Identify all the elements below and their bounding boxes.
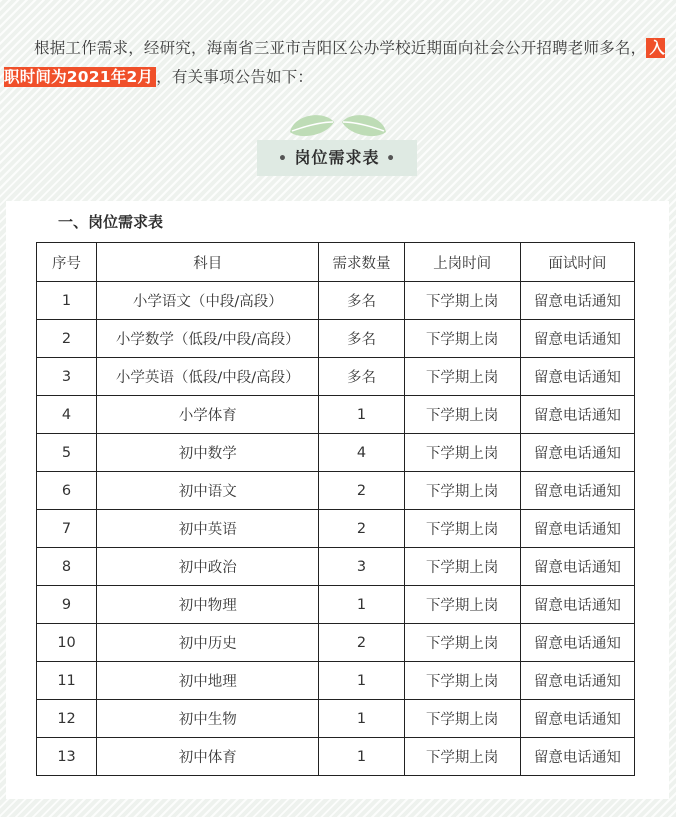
banner-title: 岗位需求表 [294,148,380,167]
header-start: 上岗时间 [404,243,520,282]
cell-interview: 留意电话通知 [520,586,634,624]
header-subject: 科目 [97,243,319,282]
table-row [37,624,635,662]
cell-interview: 留意电话通知 [520,282,634,320]
table-row [37,700,635,738]
cell-no: 13 [37,738,97,776]
cell-interview: 留意电话通知 [520,472,634,510]
cell-subject: 小学数学（低段/中段/高段） [97,320,319,358]
cell-subject: 初中英语 [97,510,319,548]
cell-subject: 初中地理 [97,662,319,700]
cell-interview: 留意电话通知 [520,320,634,358]
table-row [37,472,635,510]
cell-subject: 小学英语（低段/中段/高段） [97,358,319,396]
cell-start: 下学期上岗 [404,472,520,510]
banner-dot-right: • [386,151,397,167]
cell-start: 下学期上岗 [404,548,520,586]
cell-start: 下学期上岗 [404,662,520,700]
cell-start: 下学期上岗 [404,586,520,624]
cell-start: 下学期上岗 [404,738,520,776]
cell-start: 下学期上岗 [404,700,520,738]
cell-quantity: 1 [319,662,404,700]
cell-no: 3 [37,358,97,396]
cell-quantity: 多名 [319,320,404,358]
cell-interview: 留意电话通知 [520,510,634,548]
section-heading: 一、岗位需求表 [58,213,164,231]
cell-subject: 初中生物 [97,700,319,738]
cell-quantity: 1 [319,738,404,776]
cell-no: 2 [37,320,97,358]
cell-subject: 小学语文（中段/高段） [97,282,319,320]
banner-dot-left: • [277,151,288,167]
cell-no: 4 [37,396,97,434]
cell-start: 下学期上岗 [404,434,520,472]
cell-quantity: 2 [319,624,404,662]
cell-subject: 初中语文 [97,472,319,510]
cell-subject: 初中数学 [97,434,319,472]
cell-quantity: 1 [319,396,404,434]
cell-interview: 留意电话通知 [520,358,634,396]
leaf-icon [286,108,390,142]
intro-text: 根据工作需求，经研究，海南省三亚市吉阳区公办学校近期面向社会公开招聘老师多名， [34,39,647,57]
cell-no: 6 [37,472,97,510]
cell-quantity: 4 [319,434,404,472]
cell-no: 1 [37,282,97,320]
cell-start: 下学期上岗 [404,282,520,320]
table-row [37,738,635,776]
table-row [37,358,635,396]
table-row [37,586,635,624]
header-interview: 面试时间 [520,243,634,282]
cell-interview: 留意电话通知 [520,738,634,776]
cell-no: 5 [37,434,97,472]
intro-text-end: ，有关事项公告如下： [156,68,314,86]
cell-subject: 小学体育 [97,396,319,434]
cell-no: 10 [37,624,97,662]
cell-quantity: 多名 [319,282,404,320]
table-row [37,282,635,320]
table-row [37,320,635,358]
cell-no: 11 [37,662,97,700]
cell-quantity: 多名 [319,358,404,396]
cell-start: 下学期上岗 [404,358,520,396]
cell-interview: 留意电话通知 [520,700,634,738]
cell-start: 下学期上岗 [404,396,520,434]
header-no: 序号 [37,243,97,282]
cell-subject: 初中物理 [97,586,319,624]
cell-interview: 留意电话通知 [520,548,634,586]
start-date-highlight: 入职时间为2021年2月 [4,39,666,86]
cell-start: 下学期上岗 [404,320,520,358]
cell-no: 8 [37,548,97,586]
intro-paragraph [4,34,672,92]
cell-subject: 初中体育 [97,738,319,776]
cell-no: 12 [37,700,97,738]
header-quantity: 需求数量 [319,243,404,282]
table-row [37,510,635,548]
content-panel [6,201,669,799]
cell-quantity: 1 [319,586,404,624]
cell-no: 9 [37,586,97,624]
cell-subject: 初中历史 [97,624,319,662]
cell-quantity: 3 [319,548,404,586]
cell-interview: 留意电话通知 [520,624,634,662]
position-table [36,242,635,776]
cell-interview: 留意电话通知 [520,662,634,700]
cell-interview: 留意电话通知 [520,434,634,472]
cell-interview: 留意电话通知 [520,396,634,434]
cell-subject: 初中政治 [97,548,319,586]
table-row [37,662,635,700]
cell-quantity: 2 [319,472,404,510]
table-row [37,548,635,586]
table-row [37,434,635,472]
section-banner [257,140,417,176]
table-row [37,396,635,434]
table-header-row [37,243,635,282]
cell-quantity: 1 [319,700,404,738]
cell-start: 下学期上岗 [404,510,520,548]
cell-quantity: 2 [319,510,404,548]
cell-no: 7 [37,510,97,548]
cell-start: 下学期上岗 [404,624,520,662]
